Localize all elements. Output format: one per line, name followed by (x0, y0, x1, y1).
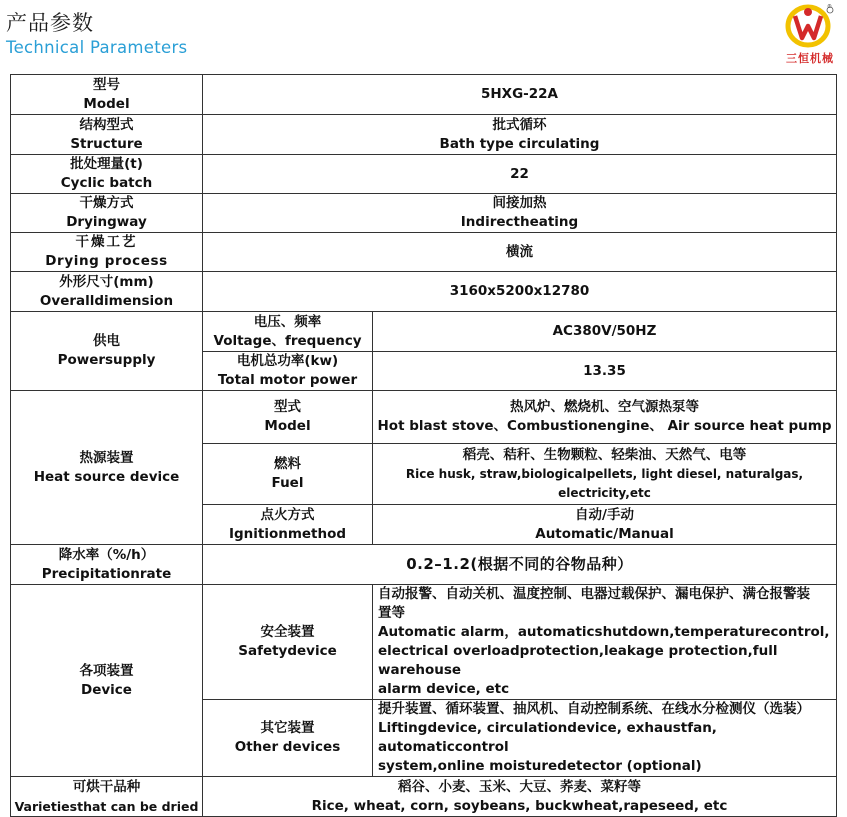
dimension-label (11, 272, 203, 312)
label-en: Total motor power (217, 372, 358, 388)
safety-line: alarm device, etc (378, 681, 510, 697)
table-row (11, 115, 837, 155)
value-en: Bath type circulating (439, 135, 600, 152)
label-cn: 降水率（%/h） (58, 546, 155, 563)
motor-value: 13.35 (373, 352, 837, 391)
safety-line: electrical overloadprotection,leakage protection,full warehouse (378, 643, 778, 678)
model-label (11, 75, 203, 115)
value-cn: 批式循环 (492, 116, 547, 133)
ignition-value (373, 505, 837, 545)
heat-model-value (373, 391, 837, 444)
structure-label (11, 115, 203, 155)
label-en: Voltage、frequency (213, 332, 362, 349)
label-cn: 点火方式 (260, 506, 315, 523)
value-cn: 稻壳、秸秆、生物颗粒、轻柴油、天然气、电等 (462, 446, 747, 463)
label-cn: 结构型式 (79, 116, 134, 133)
table-row (11, 545, 837, 585)
label-en: Dryingway (66, 214, 147, 230)
value-cn: 热风炉、燃烧机、空气源热泵等 (510, 399, 699, 415)
table-row (11, 312, 837, 352)
label-en: Fuel (271, 475, 304, 491)
label-en: Model (264, 418, 311, 434)
heat-model-label (203, 391, 373, 444)
page-title-en: Technical Parameters (6, 38, 188, 57)
voltage-label (203, 312, 373, 352)
label-cn: 干燥方式 (79, 195, 134, 211)
safety-line: Automatic alarm，automaticshutdown,temperaturecontrol, (378, 624, 830, 640)
label-cn: 型号 (93, 76, 120, 93)
label-en: Structure (70, 135, 143, 152)
logo-registered-mark: ® (827, 4, 832, 10)
page-title-cn: 产品参数 (6, 11, 94, 35)
power-label (11, 312, 203, 391)
heat-label (11, 391, 203, 545)
label-cn: 安全装置 (260, 624, 315, 640)
varieties-value (203, 777, 837, 817)
device-label (11, 585, 203, 777)
label-cn: 干燥工艺 (75, 234, 138, 250)
value-en-line-2: electricity,etc (558, 485, 651, 500)
table-row (11, 194, 837, 233)
value-cn: 稻谷、小麦、玉米、大豆、荞麦、菜籽等 (398, 778, 641, 795)
value-cn: 间接加热 (492, 195, 547, 211)
label-cn: 批处理量(t) (70, 156, 143, 172)
table-row (11, 272, 837, 312)
batch-label (11, 155, 203, 194)
label-en: Varietiesthat can be dried (14, 798, 199, 814)
value-en: Automatic/Manual (535, 525, 674, 542)
batch-value: 22 (203, 155, 837, 194)
label-cn: 电压、频率 (253, 313, 322, 330)
table-row (11, 155, 837, 194)
value-en: Hot blast stove、Combustionengine、 Air source heat pump (377, 418, 832, 434)
model-value: 5HXG-22A (203, 75, 837, 115)
logo-text: 三恒机械 (786, 52, 834, 65)
label-en: Drying process (45, 253, 168, 269)
value-en: Indirectheating (460, 214, 579, 230)
label-cn: 外形尺寸(mm) (59, 273, 154, 290)
other-label (203, 700, 373, 777)
fuel-value (373, 444, 837, 505)
motor-label (203, 352, 373, 391)
varieties-label (11, 777, 203, 817)
label-en: Model (83, 95, 130, 112)
value-en: Rice, wheat, corn, soybeans, buckwheat,rapeseed, etc (311, 797, 728, 814)
structure-value (203, 115, 837, 155)
precipitation-value: 0.2–1.2(根据不同的谷物品种） (203, 545, 837, 585)
label-en: Overalldimension (39, 292, 174, 309)
label-cn: 型式 (274, 399, 301, 415)
drying-way-label (11, 194, 203, 233)
label-cn: 电机总功率(kw) (236, 353, 339, 369)
label-cn: 热源装置 (79, 449, 134, 466)
table-row (11, 391, 837, 444)
company-logo (782, 4, 838, 66)
label-cn: 燃料 (274, 456, 301, 472)
label-cn: 供电 (93, 333, 120, 349)
other-line: 提升装置、循环装置、抽风机、自动控制系统、在线水分检测仪（选装） (378, 701, 810, 717)
label-en: Safetydevice (238, 643, 337, 659)
label-cn: 其它装置 (260, 720, 315, 736)
table-row (11, 585, 837, 700)
precipitation-label (11, 545, 203, 585)
label-en: Precipitationrate (41, 565, 172, 582)
voltage-value: AC380V/50HZ (373, 312, 837, 352)
value-cn: 自动/手动 (575, 506, 634, 523)
label-cn: 各项装置 (79, 662, 134, 679)
safety-line: 置等 (378, 605, 405, 621)
other-value (373, 700, 837, 777)
other-line: Liftingdevice, circulationdevice, exhaustfan, automaticcontrol (378, 720, 717, 755)
dimension-value: 3160x5200x12780 (203, 272, 837, 312)
label-cn: 可烘干品种 (72, 778, 141, 795)
safety-label (203, 585, 373, 700)
drying-way-value (203, 194, 837, 233)
table-row (11, 777, 837, 817)
fuel-label (203, 444, 373, 505)
process-label (11, 233, 203, 272)
safety-line: 自动报警、自动关机、温度控制、电器过载保护、漏电保护、满仓报警装 (378, 586, 810, 602)
safety-value (373, 585, 837, 700)
label-en: Other devices (234, 739, 341, 755)
label-en: Powersupply (57, 352, 156, 368)
label-en: Heat source device (33, 468, 180, 485)
table-row (11, 233, 837, 272)
label-en: Device (81, 681, 132, 698)
ignition-label (203, 505, 373, 545)
table-row (11, 75, 837, 115)
other-line: system,online moisturedetector (optional) (378, 758, 702, 774)
label-en: Ignitionmethod (228, 525, 347, 542)
value-en-line-1: Rice husk, straw,biologicalpellets, light diesel, naturalgas, (405, 466, 804, 481)
process-value: 横流 (203, 233, 837, 272)
spec-table (10, 74, 837, 817)
label-en: Cyclic batch (60, 175, 153, 191)
